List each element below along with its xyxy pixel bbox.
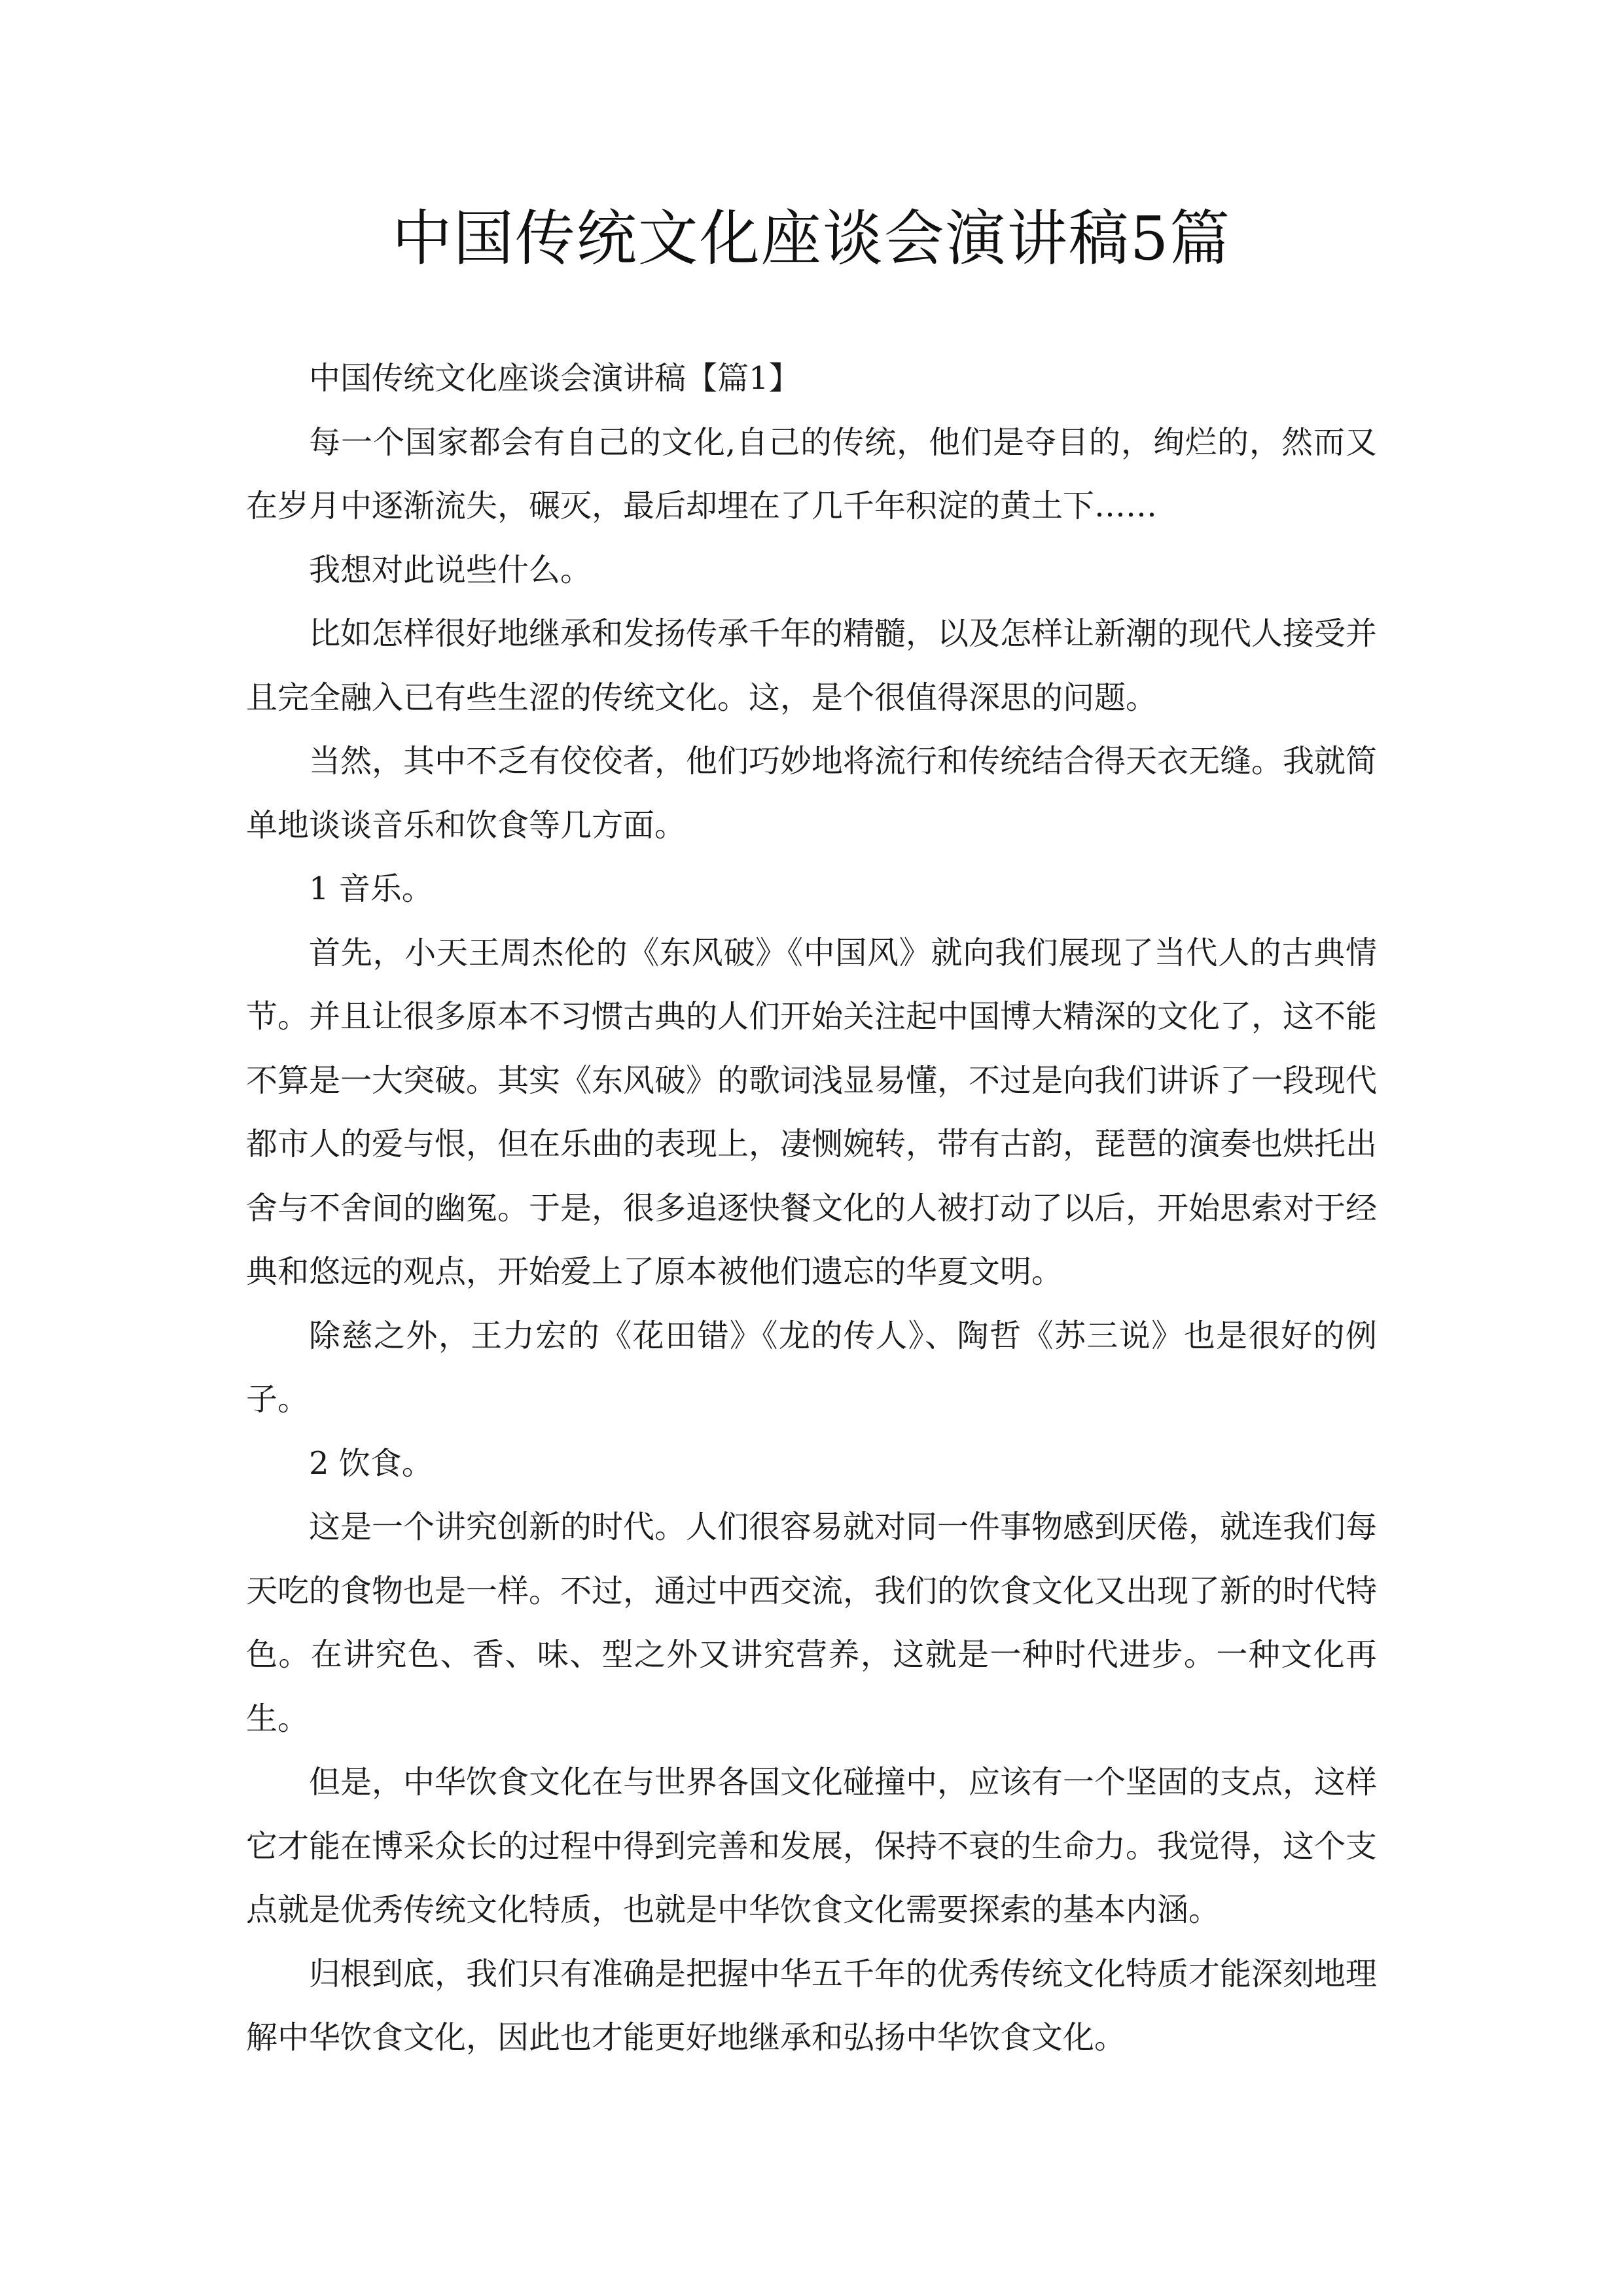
paragraph: 除慈之外，王力宏的《花田错》《龙的传人》、陶哲《苏三说》也是很好的例子。 bbox=[246, 1317, 1377, 1418]
paragraph: 这是一个讲究创新的时代。人们很容易就对同一件事物感到厌倦，就连我们每天吃的食物也是一样。不过，通过中西交流，我们的饮食文化又出现了新的时代特色。在讲究色、香、味、型之外又讲究营养，这就是一种时代进步。一种文化再生。 bbox=[246, 1509, 1378, 1737]
subheading-music: 1 音乐。 bbox=[309, 870, 433, 907]
paragraph: 归根到底，我们只有准确是把握中华五千年的优秀传统文化特质才能深刻地理解中华饮食文化，因此也才能更好地继承和弘扬中华饮食文化。 bbox=[246, 1955, 1378, 2056]
section-heading: 中国传统文化座谈会演讲稿【篇1】 bbox=[309, 360, 800, 397]
paragraph: 我想对此说些什么。 bbox=[309, 551, 592, 588]
paragraph: 但是，中华饮食文化在与世界各国文化碰撞中，应该有一个坚固的支点，这样它才能在博采众长的过程中得到完善和发展，保持不衰的生命力。我觉得，这个支点就是优秀传统文化特质，也就是中华饮食文化需要探索的基本内涵。 bbox=[246, 1764, 1378, 1928]
document-title: 中国传统文化座谈会演讲稿5篇 bbox=[391, 204, 1232, 274]
paragraph: 比如怎样很好地继承和发扬传承千年的精髓，以及怎样让新潮的现代人接受并且完全融入已有些生涩的传统文化。这，是个很值得深思的问题。 bbox=[246, 615, 1378, 716]
paragraph: 每一个国家都会有自己的文化,自己的传统，他们是夺目的，绚烂的，然而又在岁月中逐渐流失，碾灭，最后却埋在了几千年积淀的黄土下…… bbox=[246, 423, 1377, 524]
paragraph: 首先，小天王周杰伦的《东风破》《中国风》就向我们展现了当代人的古典情节。并且让很多原本不习惯古典的人们开始关注起中国博大精深的文化了，这不能不算是一大突破。其实《东风破》的歌词浅显易懂，不过是向我们讲诉了一段现代都市人的爱与恨，但在乐曲的表现上，凄恻婉转，带有古韵，琵琶的演奏也烘托出舍与不舍间的幽冤。于是，很多追逐快餐文化的人被打动了以后，开始思索对于经典和悠远的观点，开始爱上了原本被他们遗忘的华夏文明。 bbox=[246, 934, 1378, 1290]
document-body bbox=[246, 347, 1377, 2070]
paragraph: 当然，其中不乏有佼佼者，他们巧妙地将流行和传统结合得天衣无缝。我就简单地谈谈音乐和饮食等几方面。 bbox=[246, 743, 1378, 844]
subheading-food: 2 饮食。 bbox=[309, 1444, 433, 1482]
